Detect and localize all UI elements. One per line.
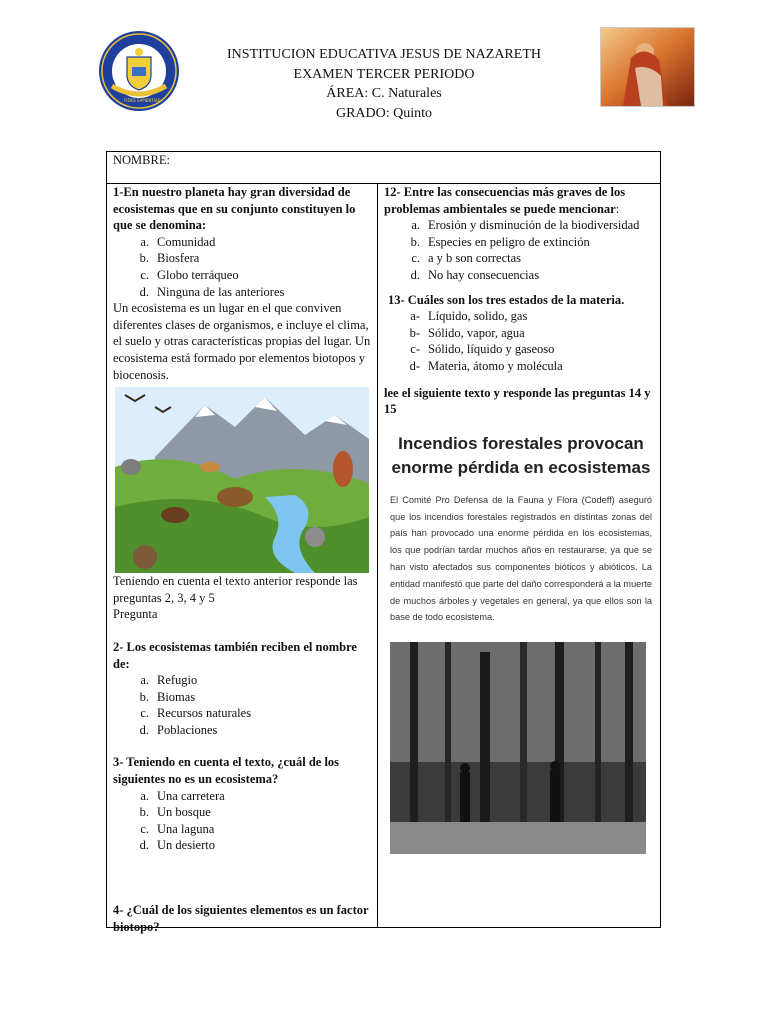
left-column: [113, 184, 371, 935]
option-letter: d.: [410, 267, 420, 282]
grade-label: GRADO: Quinto: [335, 105, 433, 121]
instruction-questions-2-5: Teniendo en cuenta el texto anterior responde las preguntas 2, 3, 4 y 5: [113, 574, 358, 605]
answer-option: [384, 308, 654, 325]
option-text: No hay consecuencias: [428, 267, 540, 282]
option-text: Un desierto: [157, 838, 215, 853]
question-12: [384, 184, 654, 217]
option-text: Globo terráqueo: [157, 267, 239, 282]
answer-option: [113, 267, 371, 284]
news-title-line-2: enorme pérdida en ecosistemas: [391, 457, 651, 477]
option-text: Comunidad: [157, 234, 216, 249]
answer-option: [113, 284, 371, 301]
question-13: 13- Cuáles son los tres estados de la materia.: [388, 292, 625, 307]
answer-option: [384, 234, 654, 251]
exam-sheet: [106, 151, 661, 934]
option-text: a y b son correctas: [428, 251, 522, 266]
ecosystem-paragraph: Un ecosistema es un lugar en el que conviven diferentes clases de organismos, e incluye el clima, el suelo y otras características propias del lugar. Un ecosistema está formado por elementos biotopos y biocenosis.: [113, 301, 371, 382]
option-letter: c.: [140, 267, 149, 282]
option-text: Un bosque: [157, 805, 211, 820]
option-letter: b.: [139, 251, 149, 266]
school-name: INSTITUCION EDUCATIVA JESUS DE NAZARETH: [227, 47, 541, 62]
answer-option: [113, 705, 371, 722]
ecosystem-illustration: [115, 387, 371, 573]
option-letter: a.: [140, 788, 149, 803]
option-letter: d-: [409, 358, 420, 373]
option-letter: d.: [139, 838, 149, 853]
news-body: El Comité Pro Defensa de la Fauna y Flora (Codeff) aseguró que los incendios forestales registrados en distintas zonas del país han provocado una enorme pérdida en los ecosistemas, los que podrían tardar muchos años en restaurarse, ya que se han visto afectados sus componentes bióticos y abióticos. La entidad manifestó que parte del daño corresponderá a la muerte de muchos árboles y vegetales en general, ya que ellos son la base de todo ecosistema.: [390, 494, 653, 623]
option-text: Recursos naturales: [157, 706, 252, 721]
answer-option: [113, 250, 371, 267]
forest-fire-photo: [390, 642, 646, 854]
answer-option: [384, 267, 654, 284]
reading-instruction: lee el siguiente texto y responde las preguntas 14 y 15: [384, 385, 651, 417]
option-text: Una carretera: [157, 788, 225, 803]
answer-option: [384, 217, 654, 234]
option-letter: c-: [410, 342, 420, 357]
option-letter: b.: [139, 689, 149, 704]
option-letter: a-: [410, 309, 420, 324]
question-1: 1-En nuestro planeta hay gran diversidad de ecosistemas que en su conjunto constituyen lo que se denomina:: [113, 185, 356, 233]
right-column: [384, 184, 654, 854]
option-letter: a.: [411, 218, 420, 233]
name-label: NOMBRE:: [113, 153, 170, 167]
answer-option: [384, 325, 654, 342]
answer-option: [113, 821, 371, 838]
option-letter: b.: [139, 805, 149, 820]
news-clipping: [390, 432, 652, 854]
option-letter: b.: [410, 234, 420, 249]
option-text: Sólido, vapor, agua: [428, 325, 525, 340]
answer-option: [113, 689, 371, 706]
question-1-options: [113, 234, 371, 300]
question-2-options: [113, 672, 371, 738]
question-13-options: [384, 308, 654, 374]
option-letter: c.: [411, 251, 420, 266]
answer-option: [384, 250, 654, 267]
option-text: Líquido, solido, gas: [428, 309, 528, 324]
option-text: Ninguna de las anteriores: [157, 284, 285, 299]
option-text: Biosfera: [157, 251, 200, 266]
option-text: Erosión y disminución de la biodiversidad: [428, 218, 640, 233]
question-12-text: 12- Entre las consecuencias más graves de los problemas ambientales se puede mencionar: [384, 185, 626, 216]
question-2: 2- Los ecosistemas también reciben el nombre de:: [113, 639, 357, 671]
logo-motto: FIDES SAPIENTIAE: [124, 98, 161, 103]
question-4: 4- ¿Cuál de los siguientes elementos es un factor biotopo?: [113, 903, 369, 934]
name-field[interactable]: [107, 152, 660, 184]
option-letter: d.: [139, 722, 149, 737]
option-letter: d.: [139, 284, 149, 299]
option-text: Refugio: [157, 673, 198, 688]
answer-option: [113, 837, 371, 854]
option-letter: a.: [140, 234, 149, 249]
area-label: ÁREA: C. Naturales: [326, 86, 442, 101]
answer-option: [113, 788, 371, 805]
question-3-options: [113, 788, 371, 854]
column-divider: [377, 183, 378, 927]
option-letter: c.: [140, 706, 149, 721]
option-text: Una laguna: [157, 821, 215, 836]
answer-option: [113, 672, 371, 689]
pregunta-label: Pregunta: [113, 607, 158, 622]
answer-option: [113, 804, 371, 821]
answer-option: [113, 234, 371, 251]
exam-title: EXAMEN TERCER PERIODO: [293, 66, 475, 82]
answer-option: [384, 341, 654, 358]
question-3: 3- Teniendo en cuenta el texto, ¿cuál de los siguientes no es un ecosistema?: [113, 755, 340, 787]
question-12-options: [384, 217, 654, 283]
option-letter: a.: [140, 673, 149, 688]
religious-painting: [600, 27, 695, 107]
option-text: Poblaciones: [157, 722, 218, 737]
answer-option: [113, 722, 371, 739]
option-letter: c.: [140, 821, 149, 836]
question-12-colon: :: [615, 201, 620, 216]
option-text: Especies en peligro de extinción: [428, 234, 590, 249]
option-text: Sólido, líquido y gaseoso: [428, 342, 555, 357]
option-text: Materia, átomo y molécula: [428, 358, 563, 373]
option-letter: b-: [409, 325, 420, 340]
answer-option: [384, 358, 654, 375]
news-title-line-1: Incendios forestales provocan: [398, 433, 644, 453]
option-text: Biomas: [157, 689, 196, 704]
